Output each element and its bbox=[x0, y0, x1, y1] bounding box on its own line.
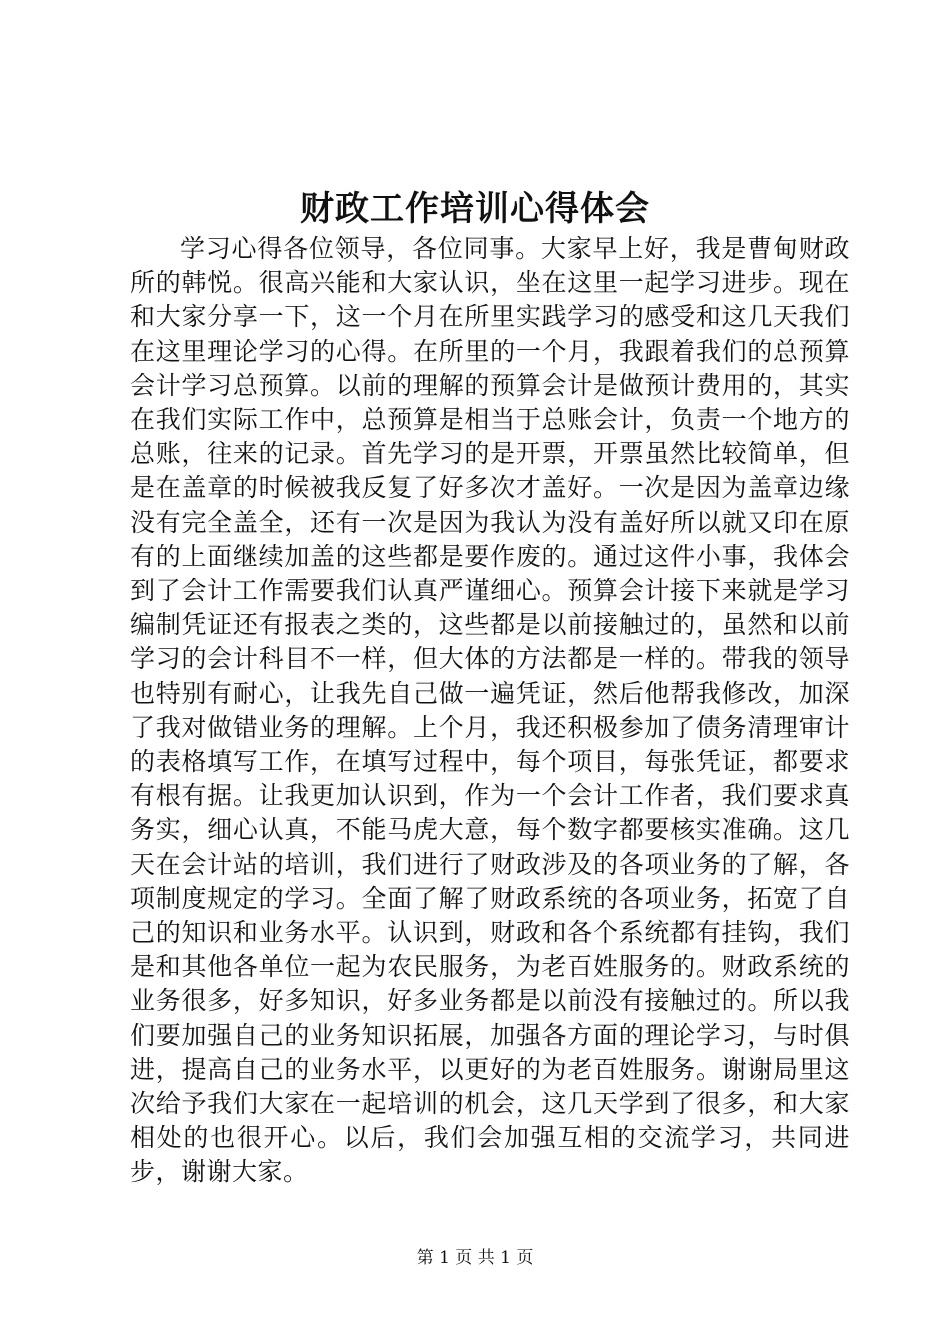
document-body: 学习心得各位领导，各位同事。大家早上好，我是曹甸财政所的韩悦。很高兴能和大家认识，坐在这里一起学习进步。现在和大家分享一下，这一个月在所里实践学习的感受和这几天我们在这里理论学习的心得。在所里的一个月，我跟着我们的总预算会计学习总预算。以前的理解的预算会计是做预计费用的，其实在我们实际工作中，总预算是相当于总账会计，负责一个地方的总账，往来的记录。首先学习的是开票，开票虽然比较简单，但是在盖章的时候被我反复了好多次才盖好。一次是因为盖章边缘没有完全盖全，还有一次是因为我认为没有盖好所以就又印在原有的上面继续加盖的这些都是要作废的。通过这件小事，我体会到了会计工作需要我们认真严谨细心。预算会计接下来就是学习编制凭证还有报表之类的，这些都是以前接触过的，虽然和以前学习的会计科目不一样，但大体的方法都是一样的。带我的领导也特别有耐心，让我先自己做一遍凭证，然后他帮我修改，加深了我对做错业务的理解。上个月，我还积极参加了债务清理审计的表格填写工作，在填写过程中，每个项目，每张凭证，都要求有根有据。让我更加认识到，作为一个会计工作者，我们要求真务实，细心认真，不能马虎大意，每个数字都要核实准确。这几天在会计站的培训，我们进行了财政涉及的各项业务的了解，各项制度规定的学习。全面了解了财政系统的各项业务，拓宽了自己的知识和业务水平。认识到，财政和各个系统都有挂钩，我们是和其他各单位一起为农民服务，为老百姓服务的。财政系统的业务很多，好多知识，好多业务都是以前没有接触过的。所以我们要加强自己的业务知识拓展，加强各方面的理论学习，与时俱进，提高自己的业务水平，以更好的为老百姓服务。谢谢局里这次给予我们大家在一起培训的机会，这几天学到了很多，和大家相处的也很开心。以后，我们会加强互相的交流学习，共同进步，谢谢大家。 bbox=[130, 234, 850, 1187]
page-footer: 第 1 页 共 1 页 bbox=[416, 1248, 534, 1268]
document-title: 财政工作培训心得体会 bbox=[300, 189, 650, 229]
